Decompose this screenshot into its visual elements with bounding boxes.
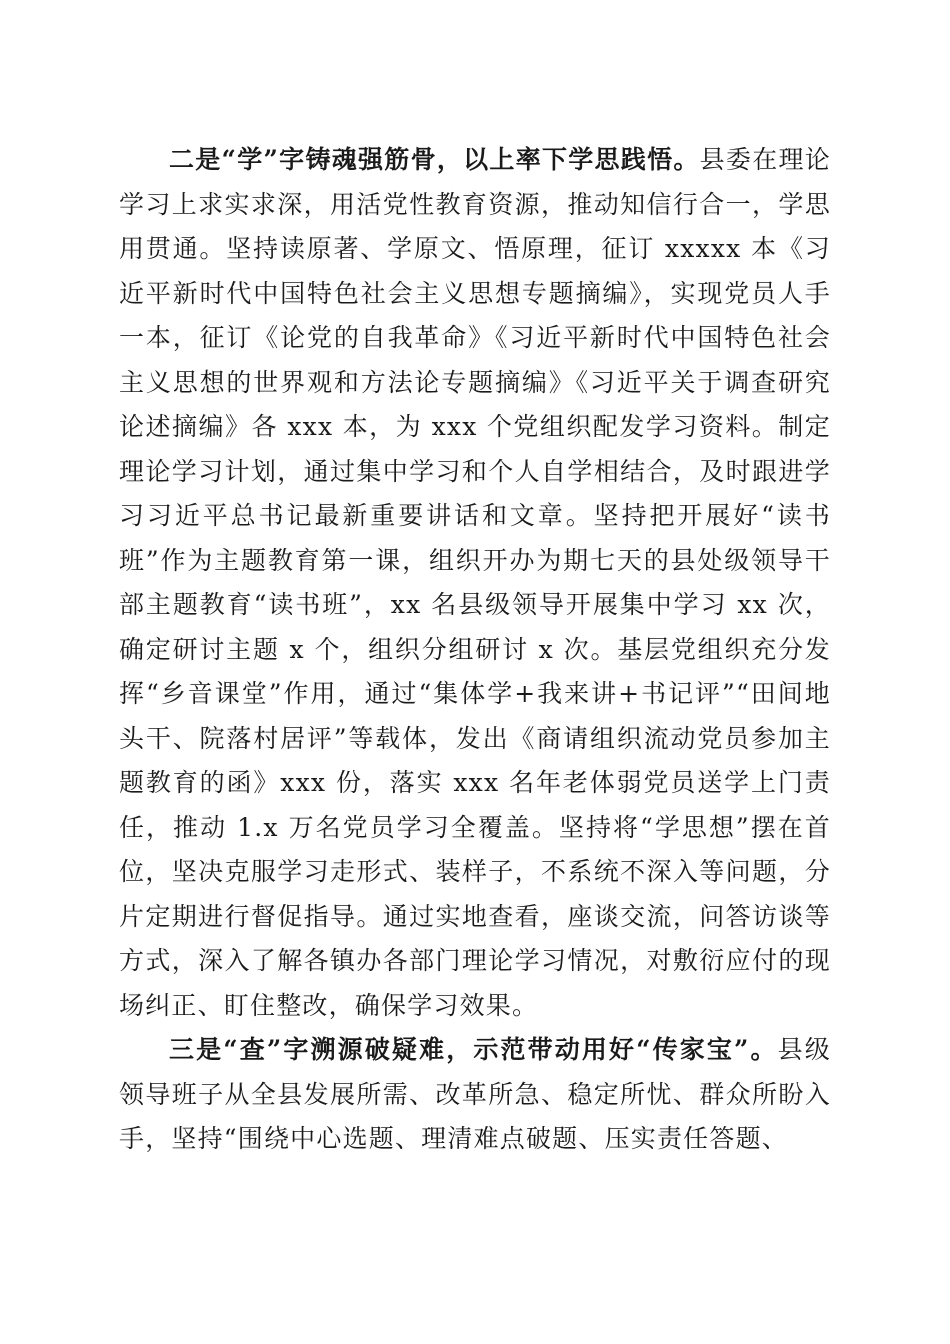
- paragraph-lead-investigation: 三是“查”字溯源破疑难，示范带动用好“传家宝”。: [169, 1035, 778, 1064]
- document-page: [119, 138, 831, 1162]
- paragraph-investigation: [119, 1028, 831, 1162]
- paragraph-body-learning: 县委在理论学习上求实求深，用活党性教育资源，推动知信行合一，学思用贯通。坚持读原著、学原文、悟原理，征订 xxxxx 本《习近平新时代中国特色社会主义思想专题摘编》，实现党员人手一本，征订《论党的自我革命》《习近平新时代中国特色社会主义思想的世界观和方法论专题摘编》《习近平关于调查研究论述摘编》各 xxx 本，为 xxx 个党组织配发学习资料。制定理论学习计划，通过集中学习和个人自学相结合，及时跟进学习习近平总书记最新重要讲话和文章。坚持把开展好“读书班”作为主题教育第一课，组织开办为期七天的县处级领导干部主题教育“读书班”，xx 名县级领导开展集中学习 xx 次，确定研讨主题 x 个，组织分组研讨 x 次。基层党组织充分发挥“乡音课堂”作用，通过“集体学+我来讲+书记评”“田间地头干、院落村居评”等载体，发出《商请组织流动党员参加主题教育的函》xxx 份，落实 xxx 名年老体弱党员送学上门责任，推动 1.x 万名党员学习全覆盖。坚持将“学思想”摆在首位，坚决克服学习走形式、装样子，不系统不深入等问题，分片定期进行督促指导。通过实地查看，座谈交流，问答访谈等方式，深入了解各镇办各部门理论学习情况，对敷衍应付的现场纠正、盯住整改，确保学习效果。: [119, 145, 831, 1020]
- paragraph-body-investigation: 县级领导班子从全县发展所需、改革所急、稳定所忧、群众所盼入手，坚持“围绕中心选题、理清难点破题、压实责任答题、: [119, 1035, 831, 1153]
- paragraph-learning: [119, 138, 831, 1028]
- paragraph-lead-learning: 二是“学”字铸魂强筋骨，以上率下学思践悟。: [169, 145, 700, 174]
